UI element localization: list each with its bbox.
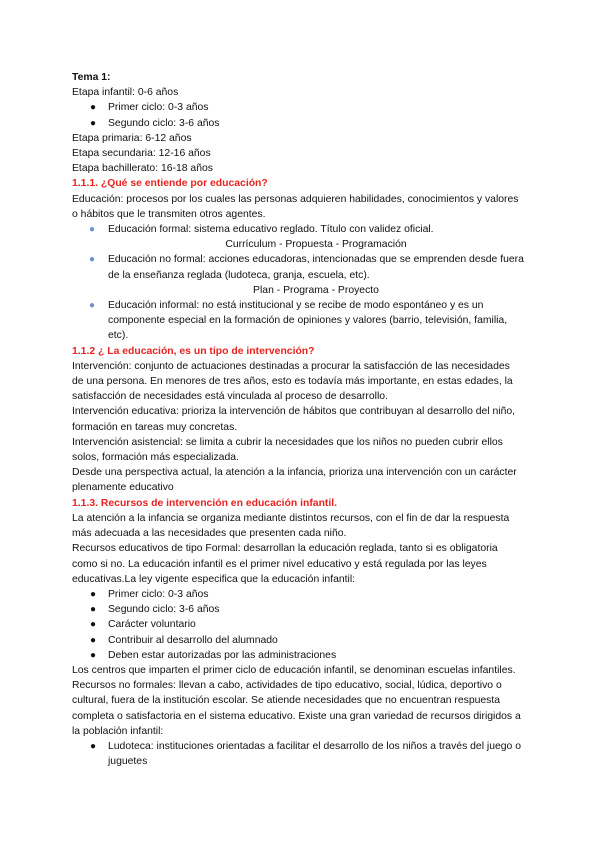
bullet-icon: ●: [90, 117, 97, 129]
bullet-icon: ●: [90, 619, 97, 631]
list-item: ● Primer ciclo: 0-3 años: [72, 587, 524, 602]
section-heading-2: 1.1.2 ¿ La educación, es un tipo de intervención?: [72, 345, 315, 357]
document-page: [72, 70, 524, 769]
centros-paragraph: Los centros que imparten el primer ciclo de educación infantil, se denominan escuelas infantiles.: [72, 664, 516, 676]
intervention-definition: Intervención: conjunto de actuaciones destinadas a procurar la satisfacción de las necesidades de una persona. En menores de tres años, esto es todavía más importante, en estas edades, la satisfacción de necesidades está vinculada al proceso de desarrollo.: [72, 360, 513, 403]
resources-intro: La atención a la infancia se organiza mediante distintos recursos, con el fin de dar la respuesta más adecuada a las necesidades que presenten cada niño.: [72, 512, 510, 540]
bullet-icon: ●: [90, 634, 97, 646]
list-item-ludoteca: ● Ludoteca: instituciones orientadas a facilitar el desarrollo de los niños a través del juego o juguetes: [90, 740, 521, 768]
bullet-icon: ●: [90, 588, 97, 600]
nonformal-list: [72, 739, 524, 769]
section-heading-1: 1.1.1. ¿Qué se entiende por educación?: [72, 178, 268, 190]
section-heading-3: 1.1.3. Recursos de intervención en educación infantil.: [72, 497, 338, 509]
resources-formal: Recursos educativos de tipo Formal: desarrollan la educación reglada, tanto si es obligatoria como si no. La educación infantil es el primer nivel educativo y está regulada por las leyes educativas.La ley vigente especifica que la educación infantil:: [72, 543, 498, 585]
list-item: ● Segundo ciclo: 3-6 años: [72, 602, 524, 617]
bullet-icon: ●: [89, 254, 96, 266]
list-item: ● Contribuir al desarrollo del alumnado: [72, 633, 524, 648]
list-item: ● Carácter voluntario: [72, 617, 524, 632]
education-definition: Educación: procesos por los cuales las personas adquieren habilidades, conocimientos y valores o hábitos que le transmiten otros agentes.: [72, 193, 519, 220]
list-item-nonformal: ● Educación no formal: acciones educadoras, intencionadas que se emprenden desde fuera de la enseñanza reglada (ludoteca, granja, escuela, etc).: [89, 254, 524, 281]
stage-secundaria: Etapa secundaria: 12-16 años: [72, 148, 211, 160]
nonformal-subline: Plan - Programa - Proyecto: [253, 284, 379, 296]
intervention-educativa: Intervención educativa: prioriza la intervención de hábitos que contribuyan al desarrollo del niño, formación en tareas muy concretas.: [72, 406, 516, 433]
stage-primaria: Etapa primaria: 6-12 años: [72, 132, 192, 144]
resources-nonformal: Recursos no formales: llevan a cabo, actividades de tipo educativo, social, lúdica, deportivo o cultural, fuera de la institución escolar. Se atiende necesidades que no encuentran respuesta completa o satisfactoria en el sistema educativo. Existe una gran variedad de recursos dirigidos a la población infantil:: [72, 680, 521, 737]
infant-cycle-list: [72, 100, 524, 130]
intervention-perspective: Desde una perspectiva actual, la atención a la infancia, prioriza una intervención con un carácter plenamente educativo: [72, 467, 517, 494]
bullet-icon: ●: [90, 604, 97, 616]
list-item: ● Primer ciclo: 0-3 años: [72, 100, 524, 115]
list-item-informal: ● Educación informal: no está institucional y se recibe de modo espontáneo y es un componente especial en la formación de opiniones y valores (barrio, televisión, familia, etc).: [89, 300, 508, 342]
list-item: ● Deben estar autorizadas por las administraciones: [72, 648, 524, 663]
law-items-list: [72, 587, 524, 663]
bullet-icon: ●: [90, 740, 97, 752]
education-types-list: [72, 222, 524, 344]
list-item-formal: ● Educación formal: sistema educativo reglado. Título con validez oficial.: [72, 222, 524, 237]
formal-subline: Currículum - Propuesta - Programación: [225, 239, 407, 251]
stage-bachillerato: Etapa bachillerato: 16-18 años: [72, 163, 213, 175]
bullet-icon: ●: [90, 102, 97, 114]
stage-infantil: Etapa infantil: 0-6 años: [72, 87, 179, 99]
bullet-icon: ●: [89, 300, 96, 312]
intervention-asistencial: Intervención asistencial: se limita a cubrir la necesidades que los niños no pueden cubrir ellos solos, formación más especializada.: [72, 436, 503, 464]
bullet-icon: ●: [90, 649, 97, 661]
doc-title: Tema 1:: [72, 72, 111, 83]
list-item: ● Segundo ciclo: 3-6 años: [72, 116, 524, 131]
bullet-icon: ●: [89, 224, 96, 236]
